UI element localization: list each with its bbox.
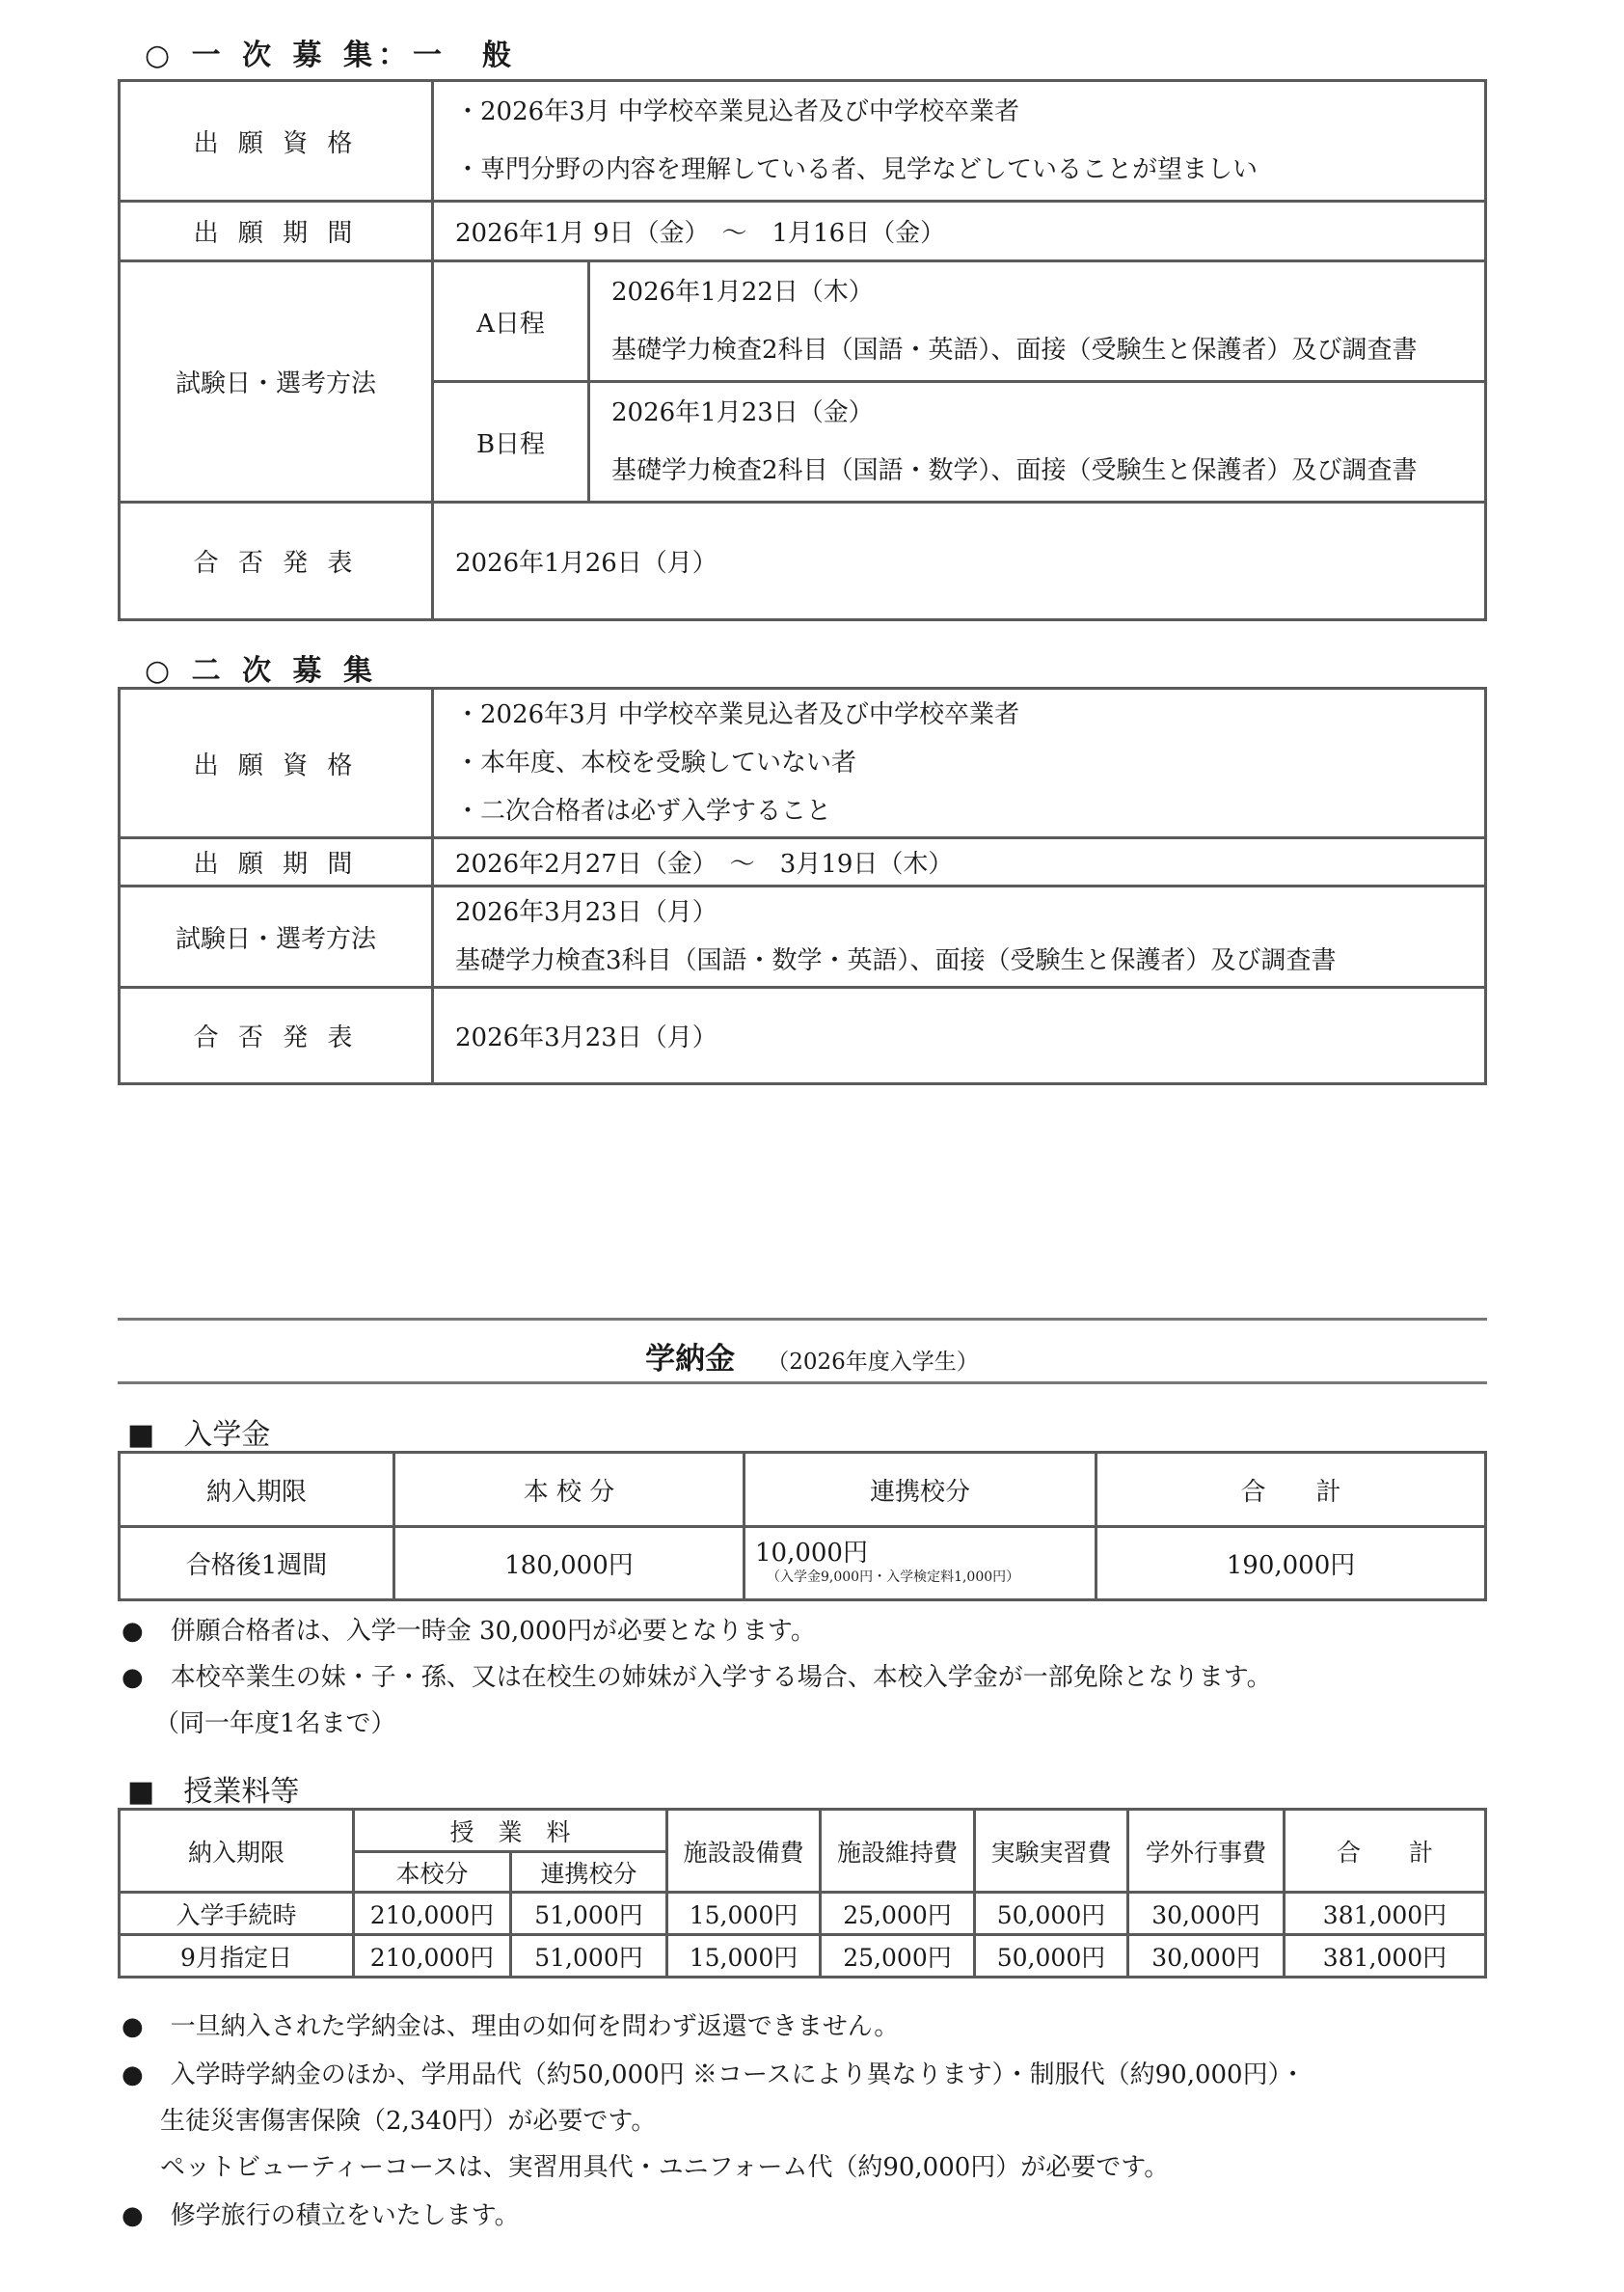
- maintenance-cell: 25,000円: [821, 1935, 975, 1978]
- qualification-line: ・2026年3月 中学校卒業見込者及び中学校卒業者: [455, 97, 1019, 126]
- b-date: 2026年1月23日（金）: [611, 398, 874, 427]
- entrance-note: [122, 1611, 816, 1647]
- second-recruitment-table: [118, 687, 1487, 1085]
- b-schedule-label: B日程: [433, 382, 589, 503]
- bullet-icon: ●: [122, 2012, 144, 2041]
- bullet-icon: ●: [122, 2201, 144, 2230]
- fees-title: 学納金: [645, 1342, 736, 1377]
- partner-cell: 51,000円: [511, 1893, 667, 1935]
- qualification-value: [433, 689, 1486, 838]
- table-row: [120, 1935, 1486, 1978]
- qualification-label: 出 願 資 格: [120, 81, 433, 202]
- tuition-table: [118, 1808, 1487, 1978]
- facility-cell: 15,000円: [667, 1935, 821, 1978]
- b-schedule-value: [589, 382, 1486, 503]
- maintenance-cell: 25,000円: [821, 1893, 975, 1935]
- exam-method: 基礎学力検査3科目（国語・数学・英語）、面接（受験生と保護者）及び調査書: [455, 946, 1337, 975]
- school-cell: 210,000円: [354, 1893, 511, 1935]
- first-recruitment-table: [118, 79, 1487, 621]
- header-total: 合 計: [1096, 1453, 1486, 1527]
- events-cell: 30,000円: [1128, 1893, 1285, 1935]
- section1-title: ○ 一 次 募 集：一 般: [145, 39, 517, 72]
- a-schedule-value: [589, 261, 1486, 382]
- period-label: 出 願 期 間: [120, 838, 433, 887]
- school-cell: 210,000円: [354, 1935, 511, 1978]
- deadline-cell: 9月指定日: [120, 1935, 354, 1978]
- total-cell: 381,000円: [1285, 1935, 1486, 1978]
- bullet-icon: ●: [122, 2060, 144, 2089]
- header-school: 本校分: [354, 1852, 511, 1893]
- tuition-note-cont: 生徒災害傷害保険（2,340円）が必要です。: [160, 2107, 657, 2136]
- deadline-cell: 入学手続時: [120, 1893, 354, 1935]
- result-value: 2026年3月23日（月）: [433, 988, 1486, 1084]
- lab-cell: 50,000円: [975, 1935, 1128, 1978]
- header-total: 合 計: [1285, 1810, 1486, 1893]
- total-cell: 190,000円: [1096, 1527, 1486, 1600]
- result-label: 合 否 発 表: [120, 503, 433, 620]
- partner-cell: 51,000円: [511, 1935, 667, 1978]
- header-partner: 連携校分: [511, 1852, 667, 1893]
- period-value: 2026年1月 9日（金） ～ 1月16日（金）: [433, 202, 1486, 261]
- header-deadline: 納入期限: [120, 1453, 394, 1527]
- fees-subtitle: （2026年度入学生）: [767, 1350, 979, 1375]
- exam-label: 試験日・選考方法: [120, 261, 433, 503]
- tuition-note: [122, 2055, 1306, 2090]
- header-events: 学外行事費: [1128, 1810, 1285, 1893]
- facility-cell: 15,000円: [667, 1893, 821, 1935]
- divider-top: [118, 1318, 1487, 1321]
- tuition-note: [122, 2006, 899, 2042]
- entrance-heading: ■ 入学金: [127, 1418, 271, 1452]
- entrance-note-cont: （同一年度1名まで）: [154, 1709, 396, 1738]
- tuition-note-text: 入学時学納金のほか、学用品代（約50,000円 ※コースにより異なります）・制服代（約90,000円）・: [170, 2060, 1306, 2089]
- entrance-note-text: 併願合格者は、入学一時金 30,000円が必要となります。: [170, 1617, 816, 1646]
- result-label: 合 否 発 表: [120, 988, 433, 1084]
- result-value: 2026年1月26日（月）: [433, 503, 1486, 620]
- a-schedule-label: A日程: [433, 261, 589, 382]
- bullet-icon: ●: [122, 1617, 144, 1646]
- qualification-line: ・専門分野の内容を理解している者、見学などしていることが望ましい: [455, 155, 1259, 184]
- fees-heading: [0, 1334, 1624, 1378]
- tuition-note: [122, 2196, 520, 2231]
- school-cell: 180,000円: [394, 1527, 744, 1600]
- header-lab: 実験実習費: [975, 1810, 1128, 1893]
- a-date: 2026年1月22日（木）: [611, 278, 874, 307]
- bullet-icon: ●: [122, 1663, 144, 1692]
- header-deadline: 納入期限: [120, 1810, 354, 1893]
- section2-title: ○ 二 次 募 集: [145, 654, 378, 688]
- entrance-fee-table: [118, 1451, 1487, 1601]
- exam-value: [433, 887, 1486, 988]
- entrance-note: [122, 1657, 1272, 1693]
- events-cell: 30,000円: [1128, 1935, 1285, 1978]
- partner-amount: 10,000円: [755, 1538, 868, 1568]
- header-partner: 連携校分: [744, 1453, 1096, 1527]
- lab-cell: 50,000円: [975, 1893, 1128, 1935]
- exam-label: 試験日・選考方法: [120, 887, 433, 988]
- header-facility: 施設設備費: [667, 1810, 821, 1893]
- exam-date: 2026年3月23日（月）: [455, 898, 717, 927]
- qualification-label: 出 願 資 格: [120, 689, 433, 838]
- tuition-note-cont: ペットビューティーコースは、実習用具代・ユニフォーム代（約90,000円）が必要です。: [160, 2153, 1170, 2182]
- period-label: 出 願 期 間: [120, 202, 433, 261]
- a-method: 基礎学力検査2科目（国語・英語）、面接（受験生と保護者）及び調査書: [611, 336, 1418, 365]
- b-method: 基礎学力検査2科目（国語・数学）、面接（受験生と保護者）及び調査書: [611, 456, 1418, 485]
- tuition-note-text: 修学旅行の積立をいたします。: [170, 2201, 520, 2230]
- total-cell: 381,000円: [1285, 1893, 1486, 1935]
- qualification-line: ・二次合格者は必ず入学すること: [455, 797, 832, 826]
- table-row: [120, 1893, 1486, 1935]
- tuition-heading: ■ 授業料等: [127, 1775, 300, 1809]
- header-school: 本 校 分: [394, 1453, 744, 1527]
- qualification-line: ・本年度、本校を受験していない者: [455, 749, 857, 778]
- header-tuition: 授 業 料: [354, 1810, 667, 1852]
- header-maintenance: 施設維持費: [821, 1810, 975, 1893]
- deadline-cell: 合格後1週間: [120, 1527, 394, 1600]
- divider-bottom: [118, 1381, 1487, 1384]
- period-value: 2026年2月27日（金） ～ 3月19日（木）: [433, 838, 1486, 887]
- entrance-note-text: 本校卒業生の妹・子・孫、又は在校生の姉妹が入学する場合、本校入学金が一部免除となります。: [170, 1663, 1272, 1692]
- partner-cell: [744, 1527, 1096, 1600]
- qualification-line: ・2026年3月 中学校卒業見込者及び中学校卒業者: [455, 700, 1019, 729]
- qualification-value: [433, 81, 1486, 202]
- tuition-note-text: 一旦納入された学納金は、理由の如何を問わず返還できません。: [170, 2012, 900, 2041]
- partner-note: （入学金9,000円・入学検定料1,000円）: [767, 1569, 1020, 1585]
